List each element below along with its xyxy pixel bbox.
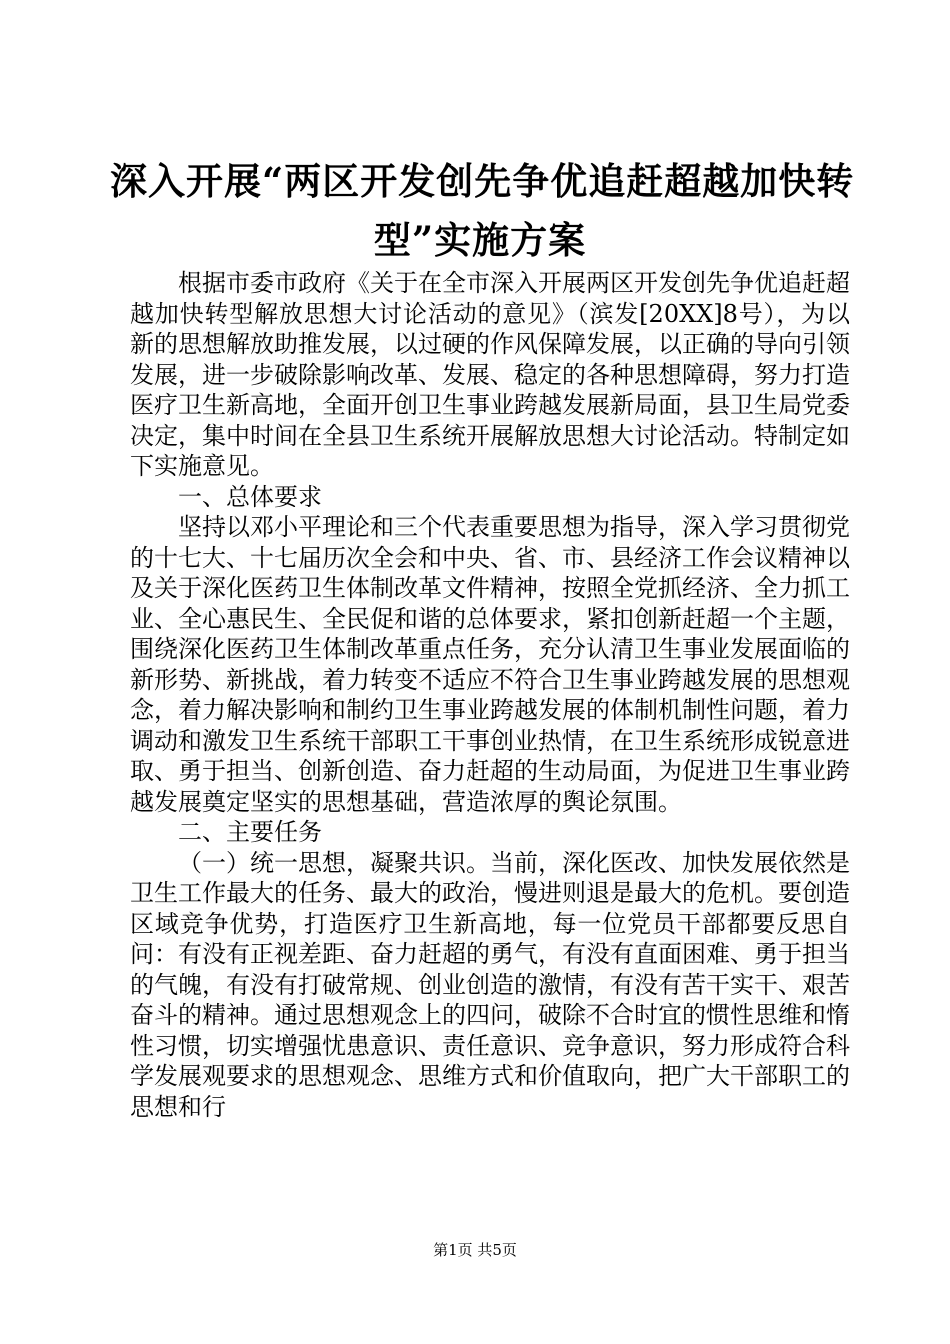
section-heading-overall-requirements: 一、总体要求: [178, 482, 322, 511]
paragraph-intro: 根据市委市政府《关于在全市深入开展两区开发创先争优追赶超越加快转型解放思想大讨论活动的意见》（滨发[20XX]8号），为以新的思想解放助推发展，以过硬的作风保障发展，以正确的导向引领发展，进一步破除影响改革、发展、稳定的各种思想障碍，努力打造医疗卫生新高地，全面开创卫生事业跨越发展新局面，县卫生局党委决定，集中时间在全县卫生系统开展解放思想大讨论活动。特制定如下实施意见。: [130, 269, 850, 480]
paragraph-overall-requirements: 坚持以邓小平理论和三个代表重要思想为指导，深入学习贯彻党的十七大、十七届历次全会和中央、省、市、县经济工作会议精神以及关于深化医药卫生体制改革文件精神，按照全党抓经济、全力抓工业、全心惠民生、全民促和谐的总体要求，紧扣创新赶超一个主题，围绕深化医药卫生体制改革重点任务，充分认清卫生事业发展面临的新形势、新挑战，着力转变不适应不符合卫生事业跨越发展的思想观念，着力解决影响和制约卫生事业跨越发展的体制机制性问题，着力调动和激发卫生系统干部职工干事创业热情，在卫生系统形成锐意进取、勇于担当、创新创造、奋力赶超的生动局面，为促进卫生事业跨越发展奠定坚实的思想基础，营造浓厚的舆论氛围。: [130, 513, 850, 816]
document-body: [130, 268, 850, 1122]
page-number-footer: 第1页 共5页: [433, 1241, 517, 1259]
document-title-line-2: 型”实施方案: [373, 218, 587, 262]
paragraph-main-tasks-1: （一）统一思想，凝聚共识。当前，深化医改、加快发展依然是卫生工作最大的任务、最大的政治，慢进则退是最大的危机。要创造区域竞争优势，打造医疗卫生新高地，每一位党员干部都要反思自问：有没有正视差距、奋力赶超的勇气，有没有直面困难、勇于担当的气魄，有没有打破常规、创业创造的激情，有没有苦干实干、艰苦奋斗的精神。通过思想观念上的四问，破除不合时宜的惯性思维和惰性习惯，切实增强忧患意识、责任意识、竞争意识，努力形成符合科学发展观要求的思想观念、思维方式和价值取向，把广大干部职工的思想和行: [130, 848, 850, 1121]
section-heading-main-tasks: 二、主要任务: [178, 818, 322, 846]
document-title-line-1: 深入开展“两区开发创先争优追赶超越加快转: [110, 159, 855, 203]
